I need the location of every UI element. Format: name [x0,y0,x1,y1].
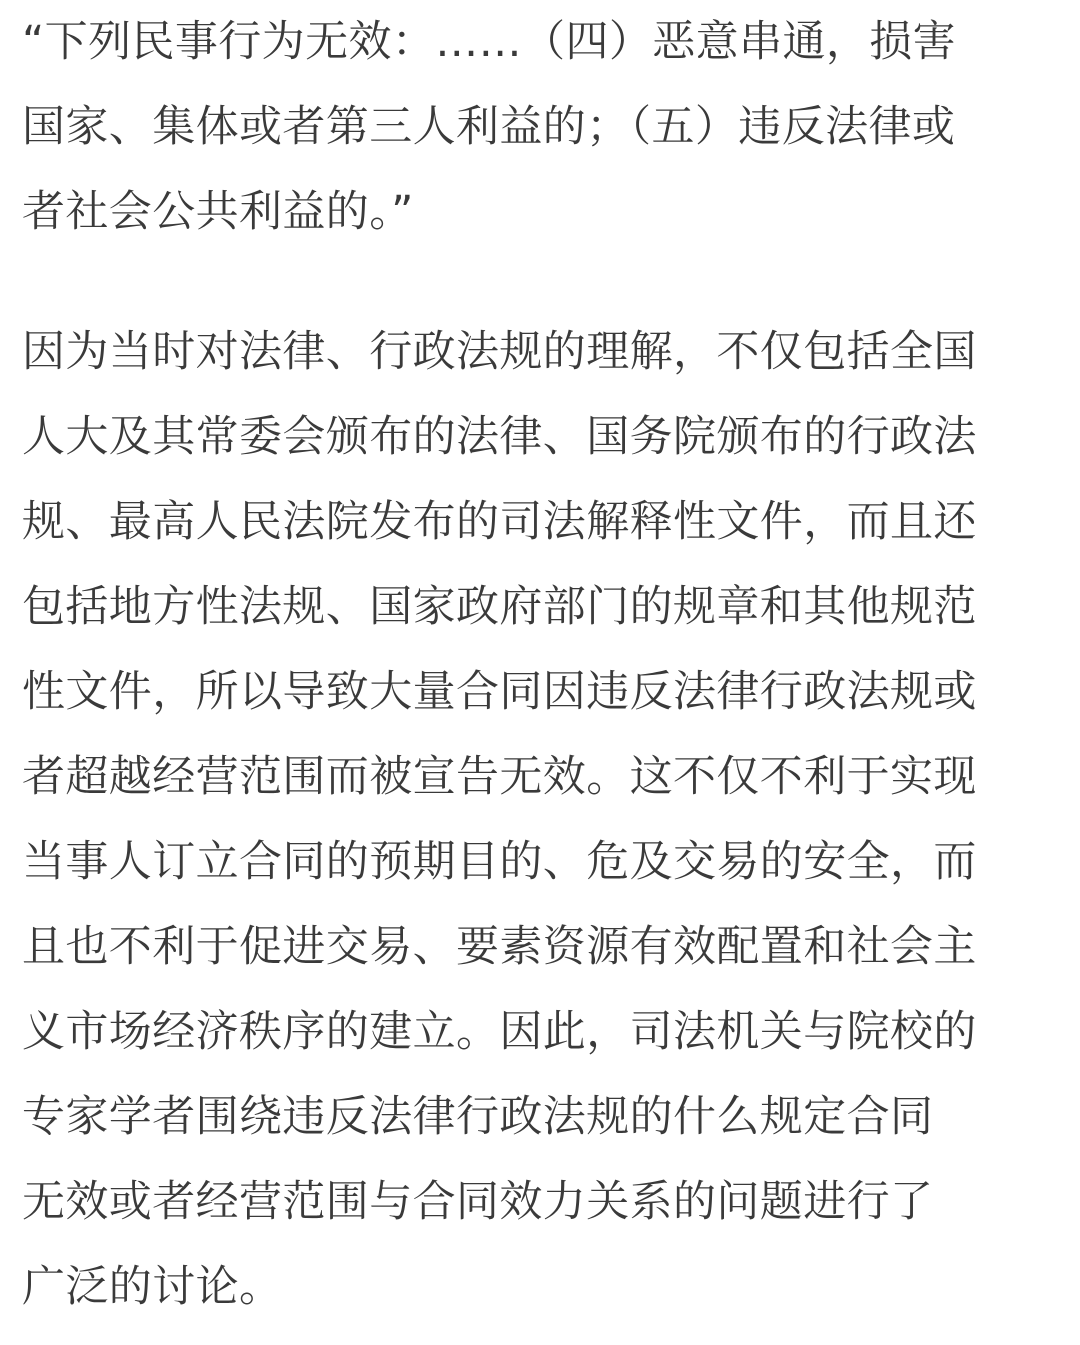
text-line: 因为当时对法律、行政法规的理解，不仅包括全国 [22,327,977,377]
text-line: 人大及其常委会颁布的法律、国务院颁布的行政法 [22,412,977,462]
text-line: 专家学者围绕违反法律行政法规的什么规定合同 [22,1092,934,1142]
text-line: 广泛的讨论。 [22,1262,283,1312]
text-line: 者社会公共利益的。” [22,187,414,237]
text-line: 规、最高人民法院发布的司法解释性文件，而且还 [22,497,977,547]
text-line: 性文件，所以导致大量合同因违反法律行政法规或 [22,667,977,717]
text-line: 者超越经营范围而被宣告无效。这不仅不利于实现 [22,752,977,802]
text-line: “下列民事行为无效：……（四）恶意串通，损害 [22,17,957,67]
paragraph-quote [22,0,1058,255]
text-line: 且也不利于促进交易、要素资源有效配置和社会主 [22,922,977,972]
paragraph-gap [22,255,1058,310]
text-line: 无效或者经营范围与合同效力关系的问题进行了 [22,1177,934,1227]
text-line: 包括地方性法规、国家政府部门的规章和其他规范 [22,582,977,632]
text-line: 国家、集体或者第三人利益的；（五）违反法律或 [22,102,956,152]
text-line: 当事人订立合同的预期目的、危及交易的安全，而 [22,837,977,887]
paragraph-explanation [22,310,1058,1330]
text-line: 义市场经济秩序的建立。因此，司法机关与院校的 [22,1007,977,1057]
article-body [22,0,1058,1330]
